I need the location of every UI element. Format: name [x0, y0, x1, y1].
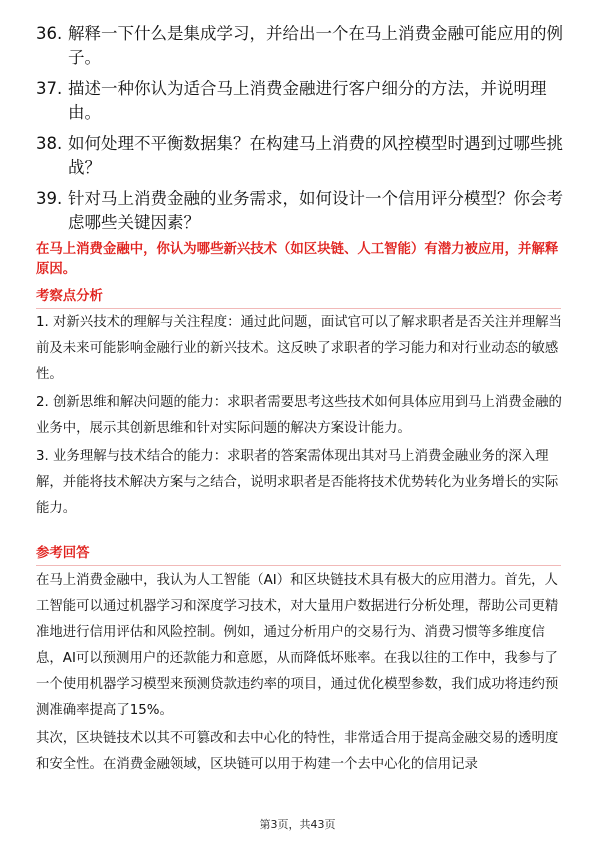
section-divider	[36, 308, 561, 309]
answer-section-title: 参考回答	[36, 546, 90, 561]
answer-body	[36, 568, 566, 780]
analysis-point: 2. 创新思维和解决问题的能力：求职者需要思考这些技术如何具体应用到马上消费金融的业务中，展示其创新思维和针对实际问题的解决方案设计能力。	[36, 395, 562, 436]
question-item	[36, 22, 566, 70]
question-list	[36, 22, 566, 242]
question-item	[36, 187, 566, 235]
question-number: 37.	[36, 79, 63, 98]
question-text: 解释一下什么是集成学习，并给出一个在马上消费金融可能应用的例子。	[68, 24, 563, 67]
answer-paragraph: 在马上消费金融中，我认为人工智能（AI）和区块链技术具有极大的应用潜力。首先，人工智能可以通过机器学习和深度学习技术，对大量用户数据进行分析处理，帮助公司更精准地进行信用评估和风险控制。例如，通过分析用户的交易行为、消费习惯等多维度信息，AI可以预测用户的还款能力和意愿，从而降低坏账率。在我以往的工作中，我参与了一个使用机器学习模型来预测贷款违约率的项目，通过优化模型参数，我们成功将违约预测准确率提高了15%。	[36, 573, 559, 718]
question-text: 描述一种你认为适合马上消费金融进行客户细分的方法，并说明理由。	[68, 79, 547, 122]
analysis-point: 3. 业务理解与技术结合的能力：求职者的答案需体现出其对马上消费金融业务的深入理解，并能将技术解决方案与之结合，说明求职者是否能将技术优势转化为业务增长的实际能力。	[36, 449, 559, 516]
highlighted-question: 在马上消费金融中，你认为哪些新兴技术（如区块链、人工智能）有潜力被应用，并解释原因。	[36, 242, 559, 277]
analysis-section-title: 考察点分析	[36, 289, 103, 304]
section-divider	[36, 565, 561, 566]
question-item	[36, 132, 566, 180]
question-text: 针对马上消费金融的业务需求，如何设计一个信用评分模型？你会考虑哪些关键因素？	[68, 189, 563, 232]
question-number: 38.	[36, 134, 63, 153]
question-text: 如何处理不平衡数据集？在构建马上消费的风控模型时遇到过哪些挑战？	[68, 134, 563, 177]
analysis-point: 1. 对新兴技术的理解与关注程度：通过此问题，面试官可以了解求职者是否关注并理解当前及未来可能影响金融行业的新兴技术。这反映了求职者的学习能力和对行业动态的敏感性。	[36, 315, 562, 382]
question-item	[36, 77, 566, 125]
page-footer: 第3页，共43页	[259, 818, 336, 831]
analysis-points	[36, 310, 566, 524]
question-number: 36.	[36, 24, 63, 43]
answer-paragraph: 其次，区块链技术以其不可篡改和去中心化的特性，非常适合用于提高金融交易的透明度和安全性。在消费金融领域，区块链可以用于构建一个去中心化的信用记录	[36, 731, 559, 772]
question-number: 39.	[36, 189, 63, 208]
